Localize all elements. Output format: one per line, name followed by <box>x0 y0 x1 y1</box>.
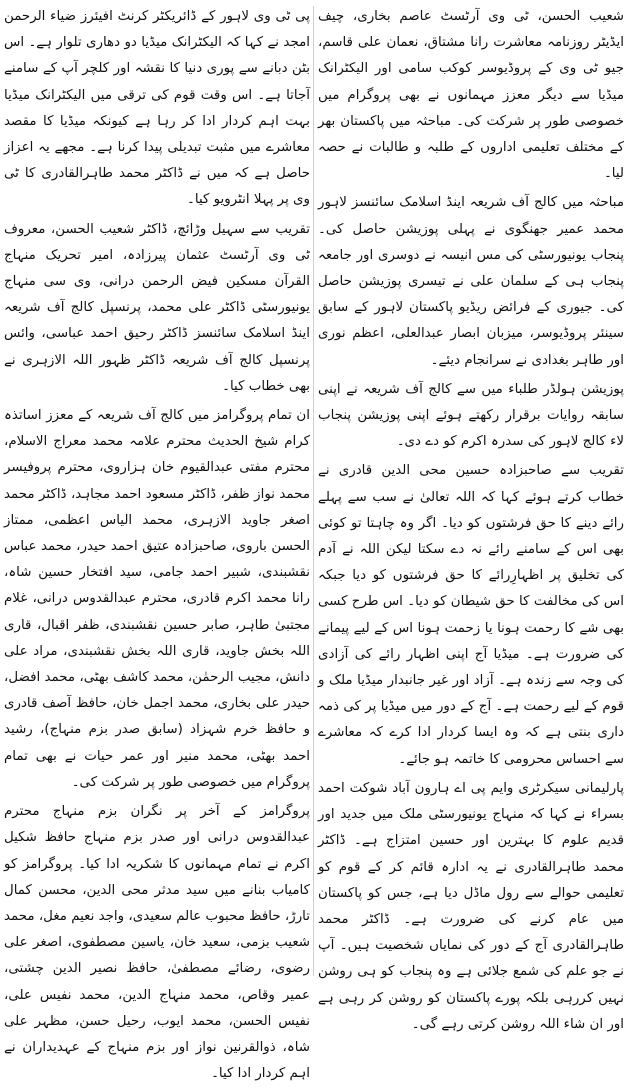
left-column <box>4 4 310 1082</box>
paragraph: مباحثہ میں کالج آف شریعہ اینڈ اسلامک سائنسز لاہور محمد عمیر جھنگوی نے پہلی پوزیشن حاصل کی۔ پنجاب یونیورسٹی کی مس انیسہ نے دوسری اور جامعہ پنجاب ہی کے سلمان علی نے تیسری پوزیشن حاصل کی۔ جیوری کے فرائض ریڈیو پاکستان لاہور کے سابق سینئر پروڈیوسر، میزبان ابصار عبدالعلی، اعظم نوری اور طاہر بغدادی نے سرانجام دیئے۔ <box>318 195 624 368</box>
column-divider <box>313 6 314 976</box>
paragraph: شعیب الحسن، ٹی وی آرٹسٹ عاصم بخاری، چیف ایڈیٹر روزنامہ معاشرت رانا مشتاق، نعمان علی قاسم، جیو ٹی وی کے پروڈیوسر کوکب سامی اور الیکٹرانک میڈیا سے دیگر معزز مہمانوں نے بھی پروگرام میں خصوصی طور پر شرکت کی۔ مباحثہ میں پاکستان بھر کے مختلف تعلیمی اداروں کے طلبہ و طالبات نے حصہ لیا۔ <box>318 9 624 182</box>
paragraph: پوزیشن ہولڈر طلباء میں سے کالج آف شریعہ نے اپنی سابقہ روایات برقرار رکھتے ہوئے اپنی پوزیشن پنجاب لاء کالج لاہور کی سدرہ اکرم کو دے دی۔ <box>318 381 624 450</box>
paragraph: تقریب سے صاحبزادہ حسین محی الدین قادری نے خطاب کرتے ہوئے کہا کہ اللہ تعالیٰ نے سب سے پہلے رائے دینے کا حق فرشتوں کو دیا۔ اگر وہ چاہتا تو کوئی بھی اس کے سامنے رائے نہ دے سکتا لیکن اللہ نے آدم کی تخلیق پر اظہارِرائے کا حق فرشتوں کو دیا جبکہ اس کی مخالفت کا حق شیطان کو دیا۔ اس طرح کسی بھی شے کا رحمت ہونا یا زحمت ہونا اس کے لیے پیمانے کی ضرورت ہے۔ میڈیا آج اپنی اظہار رائے کی آزادی کی وجہ سے زندہ ہے۔ آزاد اور غیر جانبدار میڈیا ملک و قوم کے لیے رحمت ہے۔ آج کے دور میں میڈیا پر کی ذمہ داری بنتی ہے کہ وہ ایسا کردار ادا کرے کہ معاشرے سے احساس محرومی کا خاتمہ ہو جائے۔ <box>318 463 624 767</box>
right-column <box>318 4 624 1032</box>
paragraph: تقریب سے سہیل وڑائچ، ڈاکٹر شعیب الحسن، معروف ٹی وی آرٹسٹ عثمان پیرزادہ، امیر تحریک منہاج القرآن مسکین فیض الرحمن درانی، وی سی منہاج یونیورسٹی ڈاکٹر علی محمد، پرنسپل کالج آف شریعہ اینڈ اسلامک سائنسز ڈاکٹر رحیق احمد عباسی، وائس پرنسپل کالج آف شریعہ ڈاکٹر ظہور اللہ الازہری نے بھی خطاب کیا۔ <box>4 221 310 394</box>
paragraph: پی ٹی وی لاہور کے ڈائریکٹر کرنٹ افیئرز ضیاء الرحمن امجد نے کہا کہ الیکٹرانک میڈیا دو دھاری تلوار ہے۔ اس بٹن دبانے سے پوری دنیا کا نقشہ اور کلچر آپ کے سامنے آجاتا ہے۔ اس وقت قوم کی ترقی میں الیکٹرانک میڈیا بہت اہم کردار ادا کر رہا ہے کیونکہ میڈیا کا مقصد معاشرے میں مثبت تبدیلی پیدا کرنا ہے۔ مجھے یہ اعزاز حاصل ہے کہ میں نے ڈاکٹر محمد طاہرالقادری کا ٹی وی پر پہلا انٹرویو کیا۔ <box>4 9 310 208</box>
paragraph: پروگرامز کے آخر پر نگران بزم منہاج محترم عبدالقدوس درانی اور صدر بزم منہاج حافظ شکیل اکرم نے تمام مہمانوں کا شکریہ ادا کیا۔ پروگرامز کو کامیاب بنانے میں سید مدثر محی الدین، محسن کمال تارڑ، حافظ محبوب عالم سعیدی، واجد نعیم مغل، محمد شعیب بزمی، سعید خان، یاسین مصطفوی، اصغر علی رضوی، رضائے مصطفیٰ، حافظ نصیر الدین چشتی، عمیر وقاص، محمد منہاج الدین، محمد نفیس علی، نفیس الحسن، محمد ایوب، رحیل حسن، مظہر علی شاہ، ذوالقرنین نواز اور بزم منہاج کے عہدیداران نے اہم کردار ادا کیا۔ <box>4 804 310 1082</box>
paragraph: پارلیمانی سیکرٹری وایم پی اے ہارون آباد شوکت احمد بسراء نے کہا کہ منہاج یونیورسٹی ملک میں جدید اور قدیم علوم کا بہترین اور حسین امتزاج ہے۔ ڈاکٹر محمد طاہرالقادری نے یہ ادارہ قائم کر کے قوم کو تعلیمی حوالے سے رول ماڈل دیا ہے، جس کو پاکستان میں عام کرنے کی ضرورت ہے۔ ڈاکٹر محمد طاہرالقادری آج کے دور کی نمایاں شخصیت ہیں۔ آپ نے جو علم کی شمع جلائی ہے وہ پنجاب کو ہی روشن نہیں کررہی بلکہ پورے پاکستان کو روشن کر رہی ہے اور ان شاء اللہ روشن کرتی رہے گی۔ <box>318 780 624 1032</box>
paragraph: ان تمام پروگرامز میں کالج آف شریعہ کے معزز اساتذہ کرام شیخ الحدیث محترم علامہ محمد معراج الاسلام، محترم مفتی عبدالقیوم خان ہزاروی، محترم پروفیسر محمد نواز ظفر، ڈاکٹر مسعود احمد مجاہد، ڈاکٹر محمد اصغر جاوید الازہری، محمد الیاس اعظمی، ممتاز الحسن باروی، صاحبزادہ عتیق احمد حیدر، محمد عباس نقشبندی، شبیر احمد جامی، سید افتخار حسین شاہ، رانا محمد اکرم قادری، محترم عبدالقدوس درانی، غلام مجتبیٰ طاہر، صابر حسین نقشبندی، ظفر اقبال، قاری اللہ بخش جاوید، قاری اللہ بخش نقشبندی، مراد علی دانش، مجیب الرحمٰن، محمد کاشف بھٹی، محمد افضل، حیدر علی بخاری، محمد اجمل خان، حافظ آصف قادری و حافظ خرم شہزاد (سابق صدر بزم منہاج)، رشید احمد بھٹی، محمد منیر اور عمر حیات نے بھی تمام پروگرام میں خصوصی طور پر شرکت کی۔ <box>4 408 310 790</box>
